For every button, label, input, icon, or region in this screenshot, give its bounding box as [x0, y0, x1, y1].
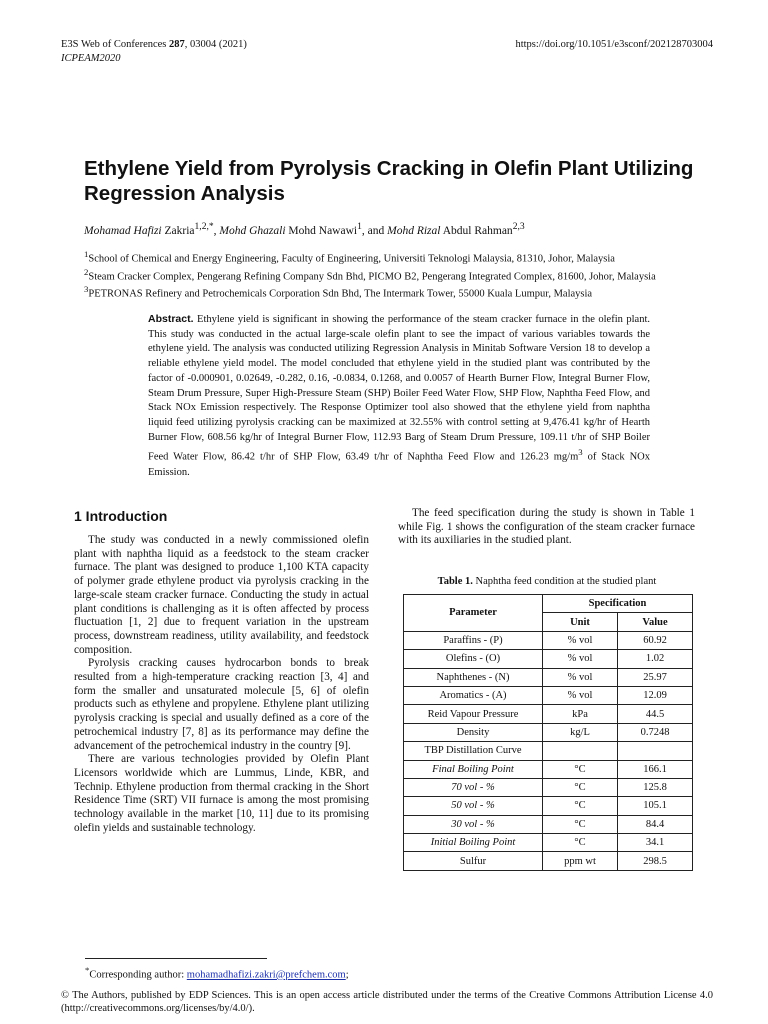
table-cell-unit: % vol [543, 686, 618, 704]
table-cell-unit: kPa [543, 705, 618, 723]
license-notice: © The Authors, published by EDP Sciences. This is an open access article distributed under the terms of the Creative Commons Attribution License 4.0 (http://creativecommons.org/licenses/by/4.0/). [61, 990, 713, 1014]
table-row [404, 742, 693, 760]
doi-link[interactable]: https://doi.org/10.1051/e3sconf/202128703004 [515, 39, 713, 50]
table-cell-value [618, 742, 693, 760]
table-row [404, 760, 693, 778]
table-cell-unit: °C [543, 834, 618, 852]
footnote-rule [85, 958, 267, 959]
table-cell-param: Reid Vapour Pressure [404, 705, 543, 723]
author-email-link[interactable]: mohamadhafizi.zakri@prefchem.com [186, 969, 346, 981]
table-row [404, 650, 693, 668]
affiliation: $^1$School of Chemical and Energy Engineering, Faculty of Engineering, Universiti Teknologi Malaysia, 81310, Johor, Malaysia [84, 249, 615, 265]
table-row [404, 815, 693, 833]
conference-name: ICPEAM2020 [61, 53, 121, 64]
table-cell-value: 34.1 [618, 834, 693, 852]
table-cell-param: Naphthenes - (N) [404, 668, 543, 686]
table-cell-value: 0.7248 [618, 723, 693, 741]
table-header-unit: Unit [543, 613, 618, 631]
table-cell-value: 12.09 [618, 686, 693, 704]
paragraph: The study was conducted in a newly commissioned olefin plant with naphtha liquid as a feedstock to the steam cracker furnace. The plant was designed to produce 1,100 KTA capacity of polymer grade ethylene product via pyrolysis cracking in the large-scale steam cracker furnace. Conducting the study in actual plant conditions is challenging as it is often affected by process fluctuation [1, 2] due to frequent variation in the upstream process, downstream readiness, utility availability, and feedstock composition. [74, 534, 369, 656]
table-cell-unit: ppm wt [543, 852, 618, 870]
table-cell-value: 125.8 [618, 778, 693, 796]
table-cell-param: Initial Boiling Point [404, 834, 543, 852]
author: Mohamad Hafizi Zakria$^{1,2,*}$, [84, 221, 220, 237]
abstract: Abstract. Ethylene yield is significant in showing the performance of the steam cracker furnace in the olefin plant. This study was conducted in the actual large-scale olefin plant to see the impact of various variables towards the ethylene yield. The analysis was conducted utilizing Regression Analysis in Minitab Software Version 18 to develop a reliable ethylene yield model. The model concluded that ethylene yield in the studied plant was contributed by the factor of -0.000901, 0.02649, -0.282, 0.16, -0.0834, 0.1268, and 0.0057 of Hearth Burner Flow, Integral Burner Flow, Steam Drum Pressure, Super High-Pressure Steam (SHP) Boiler Feed Water Flow, SHP Flow, Naphtha Feed Flow, and Stack NOx Emission respectively. The Response Optimizer tool also showed that the ethylene yield from naphtha liquid feed utilizing pyrolysis cracking can be maximized at 32.55% with control setting at 9,476.41 kg/hr of Hearth Burner Flow, 608.56 kg/hr of Integral Burner Flow, 112.93 Barg of Steam Drum Pressure, 109.11 t/hr of SHP Boiler Feed Water Flow, 86.42 t/hr of SHP Flow, 63.49 t/hr of Naphtha Feed Flow and 126.23 $mg/m^3$ of Stack NOx Emission. [148, 313, 650, 478]
table-cell-param: 50 vol - % [404, 797, 543, 815]
table-cell-value: 1.02 [618, 650, 693, 668]
paper-title: Ethylene Yield from Pyrolysis Cracking in Olefin Plant Utilizing Regression Analysis [84, 157, 694, 205]
abstract-label: Abstract. [148, 313, 194, 325]
author-list [84, 221, 525, 237]
table-cell-unit: °C [543, 815, 618, 833]
table-cell-unit: °C [543, 797, 618, 815]
table-cell-param: 30 vol - % [404, 815, 543, 833]
table-row [404, 778, 693, 796]
journal-name: E3S Web of Conferences [61, 39, 167, 50]
table-cell-unit: kg/L [543, 723, 618, 741]
table-caption: Table 1. Naphtha feed condition at the studied plant [437, 576, 657, 587]
table-row [404, 852, 693, 870]
article-number: , 03004 (2021) [184, 39, 247, 50]
table-cell-value: 25.97 [618, 668, 693, 686]
table-cell-param: 70 vol - % [404, 778, 543, 796]
table-cell-unit: % vol [543, 650, 618, 668]
naphtha-feed-table [403, 594, 693, 871]
table-cell-value: 84.4 [618, 815, 693, 833]
paragraph: The feed specification during the study is shown in Table 1 while Fig. 1 shows the configuration of the steam cracker furnace with its auxiliaries in the studied plant. [398, 507, 695, 547]
table-row [404, 834, 693, 852]
table-cell-unit: % vol [543, 631, 618, 649]
table-row [404, 686, 693, 704]
table-cell-param: Final Boiling Point [404, 760, 543, 778]
left-column [74, 534, 369, 835]
section-heading: 1 Introduction [74, 508, 168, 524]
table-cell-unit: % vol [543, 668, 618, 686]
table-row [404, 723, 693, 741]
table-cell-unit [543, 742, 618, 760]
abstract-text: Ethylene yield is significant in showing the performance of the steam cracker furnace in the olefin plant. This study was conducted in the actual large-scale olefin plant to see the impact of various variables towards the ethylene yield. The analysis was conducted utilizing Regression Analysis in Minitab Software Version 18 to develop a reliable ethylene yield model. The model concluded that ethylene yield in the studied plant was contributed by the factor of -0.000901, 0.02649, -0.282, 0.16, -0.0834, 0.1268, and 0.0057 of Hearth Burner Flow, Integral Burner Flow, Steam Drum Pressure, Super High-Pressure Steam (SHP) Boiler Feed Water Flow, SHP Flow, Naphtha Feed Flow, and Stack NOx Emission respectively. The Response Optimizer tool also showed that the ethylene yield from naphtha liquid feed utilizing pyrolysis cracking can be maximized at 32.55% with control setting at 9,476.41 kg/hr of Hearth Burner Flow, 608.56 kg/hr of Integral Burner Flow, 112.93 Barg of Steam Drum Pressure, 109.11 t/hr of SHP Boiler Feed Water Flow, 86.42 t/hr of SHP Flow, 63.49 t/hr of Naphtha Feed Flow and 126.23 mg/m [148, 314, 650, 463]
table-cell-param: Olefins - (O) [404, 650, 543, 668]
journal-citation [61, 39, 247, 50]
author: Mohd Rizal Abdul Rahman$^{2,3}$ [387, 221, 525, 237]
affiliation-list [84, 248, 656, 301]
table-row [404, 668, 693, 686]
table-cell-value: 60.92 [618, 631, 693, 649]
table-cell-value: 166.1 [618, 760, 693, 778]
paragraph: There are various technologies provided by Olefin Plant Licensors worldwide which are Lummus, Linde, KBR, and Technip. Ethylene production from thermal cracking in the Short Residence Time (SRT) VII furnace is among the most promising technology available in the market [10, 11] due to its promising olefin yields and sustainable technology. [74, 753, 369, 834]
author: Mohd Ghazali Mohd Nawawi$^1$, and [219, 221, 388, 237]
table-cell-value: 298.5 [618, 852, 693, 870]
affiliation: $^2$Steam Cracker Complex, Pengerang Refining Company Sdn Bhd, PICMO B2, Pengerang Integrated Complex, 81600, Johor, Malaysia [84, 266, 656, 282]
table-cell-param: Aromatics - (A) [404, 686, 543, 704]
affiliation: $^3$PETRONAS Refinery and Petrochemicals Corporation Sdn Bhd, The Intermark Tower, 55000 Kuala Lumpur, Malaysia [84, 284, 593, 300]
corresponding-author-footnote: *Corresponding author: mohamadhafizi.zakri@prefchem.com; [85, 965, 349, 981]
paragraph: Pyrolysis cracking causes hydrocarbon bonds to break resulted from a high-temperature cracking reaction [3, 4] and form the smaller and unsaturated molecule [5, 6] of olefin products such as ethylene and propylene. Ethylene plant utilizing pyrolysis cracking is special and usually defined as a core of the petrochemical industry [7, 8] as its performance may define the advancement of the petrochemical industry in the country [9]. [74, 657, 369, 752]
table-header-specification: Specification [543, 595, 693, 613]
table-cell-param: Sulfur [404, 852, 543, 870]
right-column [398, 507, 695, 548]
table-cell-param: Density [404, 723, 543, 741]
table-cell-value: 105.1 [618, 797, 693, 815]
table-cell-param: Paraffins - (P) [404, 631, 543, 649]
table-cell-value: 44.5 [618, 705, 693, 723]
table-row [404, 631, 693, 649]
table-row [404, 705, 693, 723]
table-cell-unit: °C [543, 760, 618, 778]
table-header-value: Value [618, 613, 693, 631]
journal-volume: 287 [169, 39, 185, 50]
table-cell-param: TBP Distillation Curve [404, 742, 543, 760]
table-header-parameter: Parameter [404, 595, 543, 632]
table-cell-unit: °C [543, 778, 618, 796]
table-row [404, 797, 693, 815]
